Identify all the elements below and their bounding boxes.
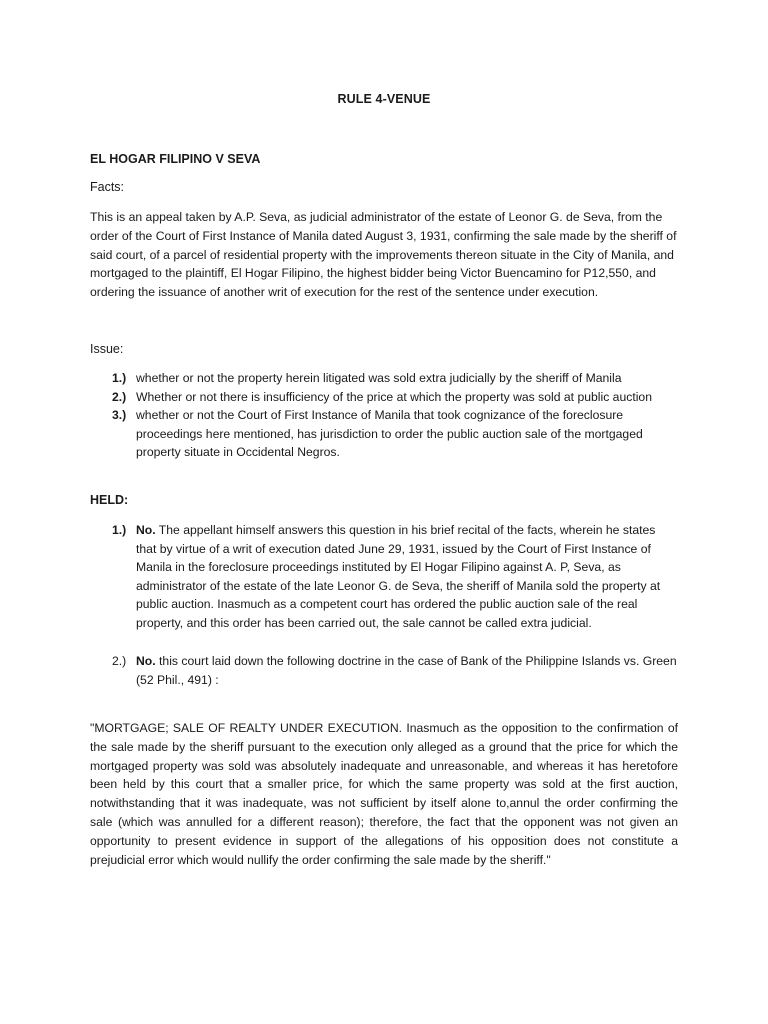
issue-item xyxy=(90,369,678,388)
case-title: EL HOGAR FILIPINO V SEVA xyxy=(90,152,261,166)
held-lead: No. xyxy=(136,654,156,668)
held-text: this court laid down the following doctrine in the case of Bank of the Philippine Islands vs. Green (52 Phil., 491) : xyxy=(136,654,677,687)
quoted-doctrine: "MORTGAGE; SALE OF REALTY UNDER EXECUTION. Inasmuch as the opposition to the confirmation of the sale made by the sheriff pursuant to the execution only alleged as a ground that the price for which the mortgaged property was sold was absolutely inadequate and unreasonable, and whereas it has heretofore been held by this court that a smaller price, for which the same property was sold at the first auction, notwithstanding that it was inadequate, was not sufficient by itself alone to,annul the order confirming the sale (which was annulled for a different reason); therefore, the fact that the opponent was not given an opportunity to present evidence in support of the allegations of his opposition does not constitute a prejudicial error which would nullify the order confirming the sale made by the sheriff." xyxy=(90,721,678,867)
issue-text: whether or not the property herein litigated was sold extra judicially by the sheriff of Manila xyxy=(136,371,622,385)
held-item xyxy=(90,652,678,689)
issue-text: whether or not the Court of First Instance of Manila that took cognizance of the foreclosure proceedings here mentioned, has jurisdiction to order the public auction sale of the mortgaged property situate in Occidental Negros. xyxy=(136,408,643,459)
facts-paragraph: This is an appeal taken by A.P. Seva, as judicial administrator of the estate of Leonor G. de Seva, from the order of the Court of First Instance of Manila dated August 3, 1931, confirming the sale made by the sheriff of said court, of a parcel of residential property with the improvements thereon situate in the City of Manila, and mortgaged to the plaintiff, El Hogar Filipino, the highest bidder being Victor Buencamino for P12,550, and ordering the issuance of another writ of execution for the rest of the sentence under execution. xyxy=(90,210,677,300)
issue-label: Issue: xyxy=(90,342,124,356)
held-text: The appellant himself answers this question in his brief recital of the facts, wherein he states that by virtue of a writ of execution dated June 29, 1931, issued by the Court of First Instance of Manila in the foreclosure proceedings instituted by El Hogar Filipino against A. P, Seva, as administrator of the estate of the late Leonor G. de Seva, the sheriff of Manila sold the property at public auction. Inasmuch as a competent court has ordered the public auction sale of the real property, and this order has been carried out, the sale cannot be called extra judicial. xyxy=(136,523,661,630)
facts-label: Facts: xyxy=(90,180,125,194)
held-item xyxy=(90,521,678,632)
held-number: 2.) xyxy=(112,654,127,668)
held-label: HELD: xyxy=(90,493,129,507)
issue-number: 2.) xyxy=(112,389,127,404)
issue-number: 3.) xyxy=(112,408,127,422)
page-title: RULE 4-VENUE xyxy=(337,92,431,106)
held-number: 1.) xyxy=(112,523,127,537)
issue-text: Whether or not there is insufficiency of the price at which the property was sold at public auction xyxy=(136,389,652,404)
issue-item xyxy=(90,406,678,462)
issue-number: 1.) xyxy=(112,371,127,385)
issue-item xyxy=(90,388,678,407)
held-list xyxy=(90,521,678,632)
held-list-continued xyxy=(90,652,678,689)
issues-list xyxy=(90,369,678,462)
held-lead: No. xyxy=(136,523,156,537)
